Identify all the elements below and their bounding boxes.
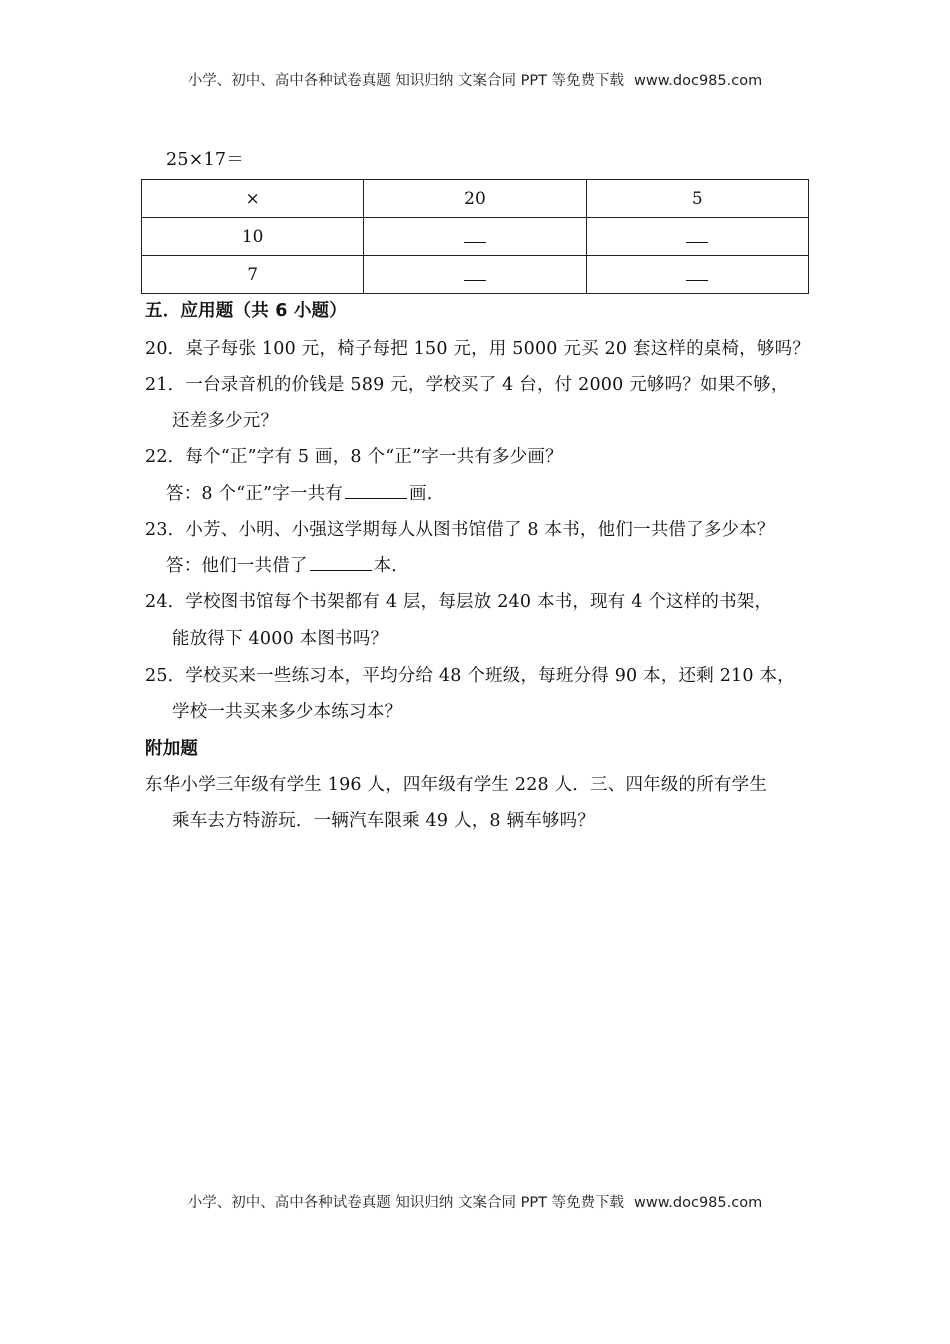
- answer-blank-cell[interactable]: [586, 218, 808, 256]
- question-20: 20．桌子每张 100 元，椅子每把 150 元，用 5000 元买 20 套这样的桌椅，够吗？: [145, 339, 810, 359]
- question-23-answer: [166, 552, 409, 577]
- answer-blank: [464, 232, 486, 243]
- question-23: 23．小芳、小明、小强这学期每人从图书馆借了 8 本书，他们一共借了多少本？: [145, 520, 775, 540]
- question-21-line-2: 还差多少元？: [172, 411, 279, 431]
- extra-question-line-1: 东华小学三年级有学生 196 人，四年级有学生 228 人．三、四年级的所有学生: [145, 775, 768, 795]
- answer-blank-cell[interactable]: [586, 256, 808, 294]
- question-24-line-1: 24．学校图书馆每个书架都有 4 层，每层放 240 本书，现有 4 个这样的书架，: [145, 592, 773, 612]
- answer-blank-cell[interactable]: [364, 256, 586, 294]
- answer-suffix: 画．: [409, 484, 445, 504]
- footer-site: www.doc985.com: [634, 1195, 763, 1211]
- question-22-answer: [166, 480, 444, 505]
- question-25-line-1: 25．学校买来一些练习本，平均分给 48 个班级，每班分得 90 本，还剩 210 本，: [145, 666, 795, 686]
- answer-blank: [686, 270, 708, 281]
- answer-prefix: 答：8 个“正”字一共有: [166, 484, 343, 504]
- answer-prefix: 答：他们一共借了: [166, 556, 308, 576]
- multiplication-table: [141, 179, 809, 294]
- answer-blank: [464, 270, 486, 281]
- section-title: 五．应用题（共 6 小题）: [145, 301, 347, 321]
- table-row: [142, 256, 809, 294]
- row-label: 10: [142, 218, 364, 256]
- table-header-cell: 20: [364, 180, 586, 218]
- footer-text: 小学、初中、高中各种试卷真题 知识归纳 文案合同 PPT 等免费下载: [187, 1195, 625, 1211]
- question-24-line-2: 能放得下 4000 本图书吗？: [172, 629, 389, 649]
- table-header-cell: ×: [142, 180, 364, 218]
- row-label: 7: [142, 256, 364, 294]
- question-25-line-2: 学校一共买来多少本练习本？: [172, 702, 403, 722]
- header-text: 小学、初中、高中各种试卷真题 知识归纳 文案合同 PPT 等免费下载: [187, 73, 625, 89]
- table-header-row: [142, 180, 809, 218]
- answer-blank[interactable]: [345, 484, 407, 499]
- page-header: [0, 69, 950, 90]
- question-22: 22．每个“正”字有 5 画，8 个“正”字一共有多少画？: [145, 447, 563, 467]
- question-21-line-1: 21．一台录音机的价钱是 589 元，学校买了 4 台，付 2000 元够吗？如果不够，: [145, 375, 789, 395]
- extra-question-line-2: 乘车去方特游玩．一辆汽车限乘 49 人，8 辆车够吗？: [172, 811, 595, 831]
- answer-blank-cell[interactable]: [364, 218, 586, 256]
- extra-title: 附加题: [145, 739, 199, 759]
- page-footer: [0, 1191, 950, 1212]
- calc-expression: 25×17＝: [166, 150, 244, 170]
- table-header-cell: 5: [586, 180, 808, 218]
- answer-blank: [686, 232, 708, 243]
- header-site: www.doc985.com: [634, 73, 763, 89]
- answer-blank[interactable]: [310, 556, 372, 571]
- answer-suffix: 本．: [373, 556, 410, 576]
- table-row: [142, 218, 809, 256]
